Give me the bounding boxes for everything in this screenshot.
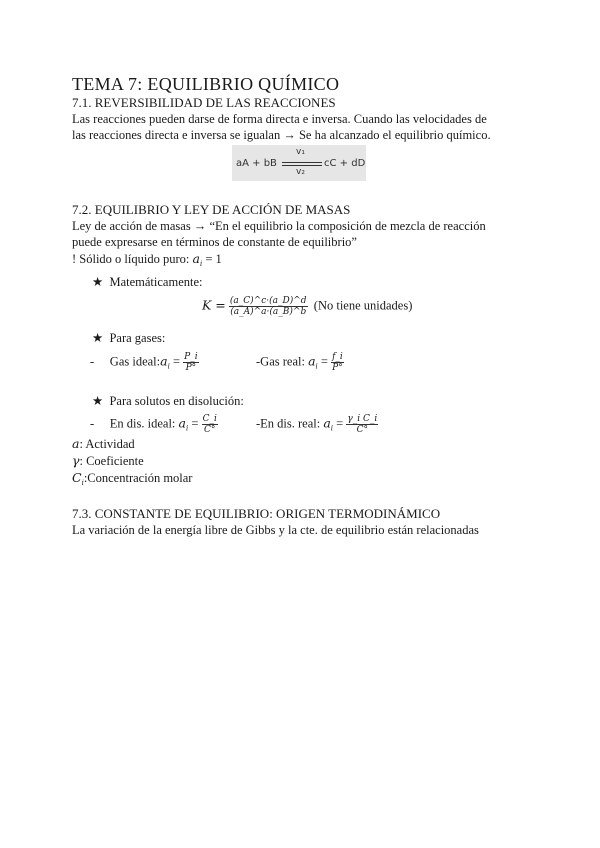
activity-subscript: i bbox=[330, 424, 334, 433]
solution-real-formula bbox=[256, 414, 378, 435]
gas-ideal-denominator: P° bbox=[185, 363, 197, 373]
definition-symbol: a bbox=[72, 436, 80, 451]
equilibrium-arrow-icon bbox=[282, 162, 322, 165]
gas-real-fraction bbox=[331, 352, 344, 373]
reaction-equation bbox=[232, 145, 366, 181]
section-1-line-1: Las reacciones pueden darse de forma directa e inversa. Cuando las velocidades de bbox=[72, 112, 487, 126]
definition-text: : Actividad bbox=[79, 437, 135, 451]
definition-subscript: i bbox=[81, 479, 84, 487]
gas-ideal-label: Gas ideal: bbox=[109, 354, 161, 369]
activity-symbol: a bbox=[308, 353, 316, 369]
solution-ideal-label: En dis. ideal: bbox=[109, 416, 179, 431]
forward-rate: v₁ bbox=[296, 147, 305, 157]
mass-action-law-line-2: puede expresarse en términos de constante de equilibrio” bbox=[72, 235, 357, 249]
definition-activity bbox=[72, 436, 135, 452]
gas-real-denominator: P° bbox=[332, 363, 343, 373]
reaction-reactants: aA + bB bbox=[236, 158, 277, 169]
solution-real-fraction bbox=[346, 414, 378, 435]
star-icon: ★ bbox=[92, 275, 104, 289]
section-2-heading: 7.2. EQUILIBRIO Y LEY DE ACCIÓN DE MASAS bbox=[72, 202, 351, 217]
activity-subscript: i bbox=[186, 424, 189, 433]
activity-symbol: a bbox=[160, 353, 168, 369]
section-1-line-2: las reacciones directa e inversa se igualan → Se ha alcanzado el equilibrio químico. bbox=[72, 128, 491, 142]
definition-symbol: C bbox=[72, 470, 82, 485]
equals-sign: = bbox=[191, 416, 199, 431]
list-dash: - bbox=[90, 416, 95, 431]
gas-ideal-formula bbox=[90, 352, 199, 373]
bullet-label: Para gases: bbox=[109, 331, 166, 345]
k-note: (No tiene unidades) bbox=[313, 298, 413, 313]
solution-ideal-formula bbox=[90, 414, 218, 435]
section-1-heading: 7.1. REVERSIBILIDAD DE LAS REACCIONES bbox=[72, 95, 336, 110]
equals-sign: = bbox=[172, 354, 181, 369]
gas-real-formula bbox=[256, 352, 344, 373]
pure-solid-liquid-note bbox=[72, 251, 222, 268]
section-3-line-1: La variación de la energía libre de Gibbs y la cte. de equilibrio están relacionadas bbox=[72, 523, 479, 537]
solution-real-denominator: C° bbox=[356, 425, 368, 435]
solution-real-numerator: γ_i C_i bbox=[347, 414, 378, 424]
bullet-solutes bbox=[92, 393, 244, 409]
k-symbol: K = bbox=[202, 297, 226, 313]
gas-ideal-fraction bbox=[183, 352, 198, 373]
activity-subscript: i bbox=[315, 362, 318, 371]
gas-real-label: -Gas real: bbox=[256, 354, 309, 369]
definition-concentration bbox=[72, 470, 192, 487]
reaction-products: cC + dD bbox=[324, 158, 366, 169]
page-title: TEMA 7: EQUILIBRIO QUÍMICO bbox=[72, 74, 340, 94]
activity-symbol: a bbox=[323, 415, 331, 431]
definition-coefficient bbox=[72, 453, 144, 469]
solution-ideal-denominator: C° bbox=[204, 425, 216, 435]
gas-ideal-numerator: P_i bbox=[184, 352, 198, 362]
equals-sign: = bbox=[320, 354, 328, 369]
solution-ideal-fraction bbox=[202, 414, 218, 435]
star-icon: ★ bbox=[92, 394, 104, 408]
k-fraction bbox=[229, 296, 308, 317]
reverse-rate: v₂ bbox=[296, 167, 305, 177]
equals-sign: = bbox=[336, 416, 344, 431]
activity-symbol: a bbox=[192, 251, 200, 266]
mass-action-law-line-1: Ley de acción de masas → “En el equilibrio la composición de mezcla de reacción bbox=[72, 219, 486, 233]
bullet-gases bbox=[92, 330, 165, 346]
k-numerator: (a_C)^c·(a_D)^d bbox=[229, 296, 307, 306]
definition-text: :Concentración molar bbox=[83, 471, 193, 485]
activity-symbol: a bbox=[178, 415, 186, 431]
solution-real-label: -En dis. real: bbox=[256, 416, 324, 431]
definition-symbol: γ bbox=[72, 453, 80, 468]
activity-subscript: i bbox=[199, 260, 203, 268]
bullet-label: Para solutos en disolución: bbox=[109, 394, 244, 408]
k-denominator: (a_A)^a·(a_B)^b bbox=[230, 307, 307, 317]
bullet-label: Matemáticamente: bbox=[109, 275, 203, 289]
pure-label: ! Sólido o líquido puro: bbox=[72, 252, 193, 266]
bullet-mathematically bbox=[92, 274, 202, 290]
equilibrium-constant-formula bbox=[202, 296, 412, 317]
definition-text: : Coeficiente bbox=[79, 454, 144, 468]
pure-value: = 1 bbox=[202, 252, 222, 266]
list-dash: - bbox=[90, 354, 95, 369]
activity-subscript: i bbox=[167, 362, 170, 371]
section-3-heading: 7.3. CONSTANTE DE EQUILIBRIO: ORIGEN TERMODINÁMICO bbox=[72, 506, 441, 521]
gas-real-numerator: f_i bbox=[332, 352, 343, 362]
star-icon: ★ bbox=[92, 331, 104, 345]
solution-ideal-numerator: C_i bbox=[202, 414, 217, 424]
